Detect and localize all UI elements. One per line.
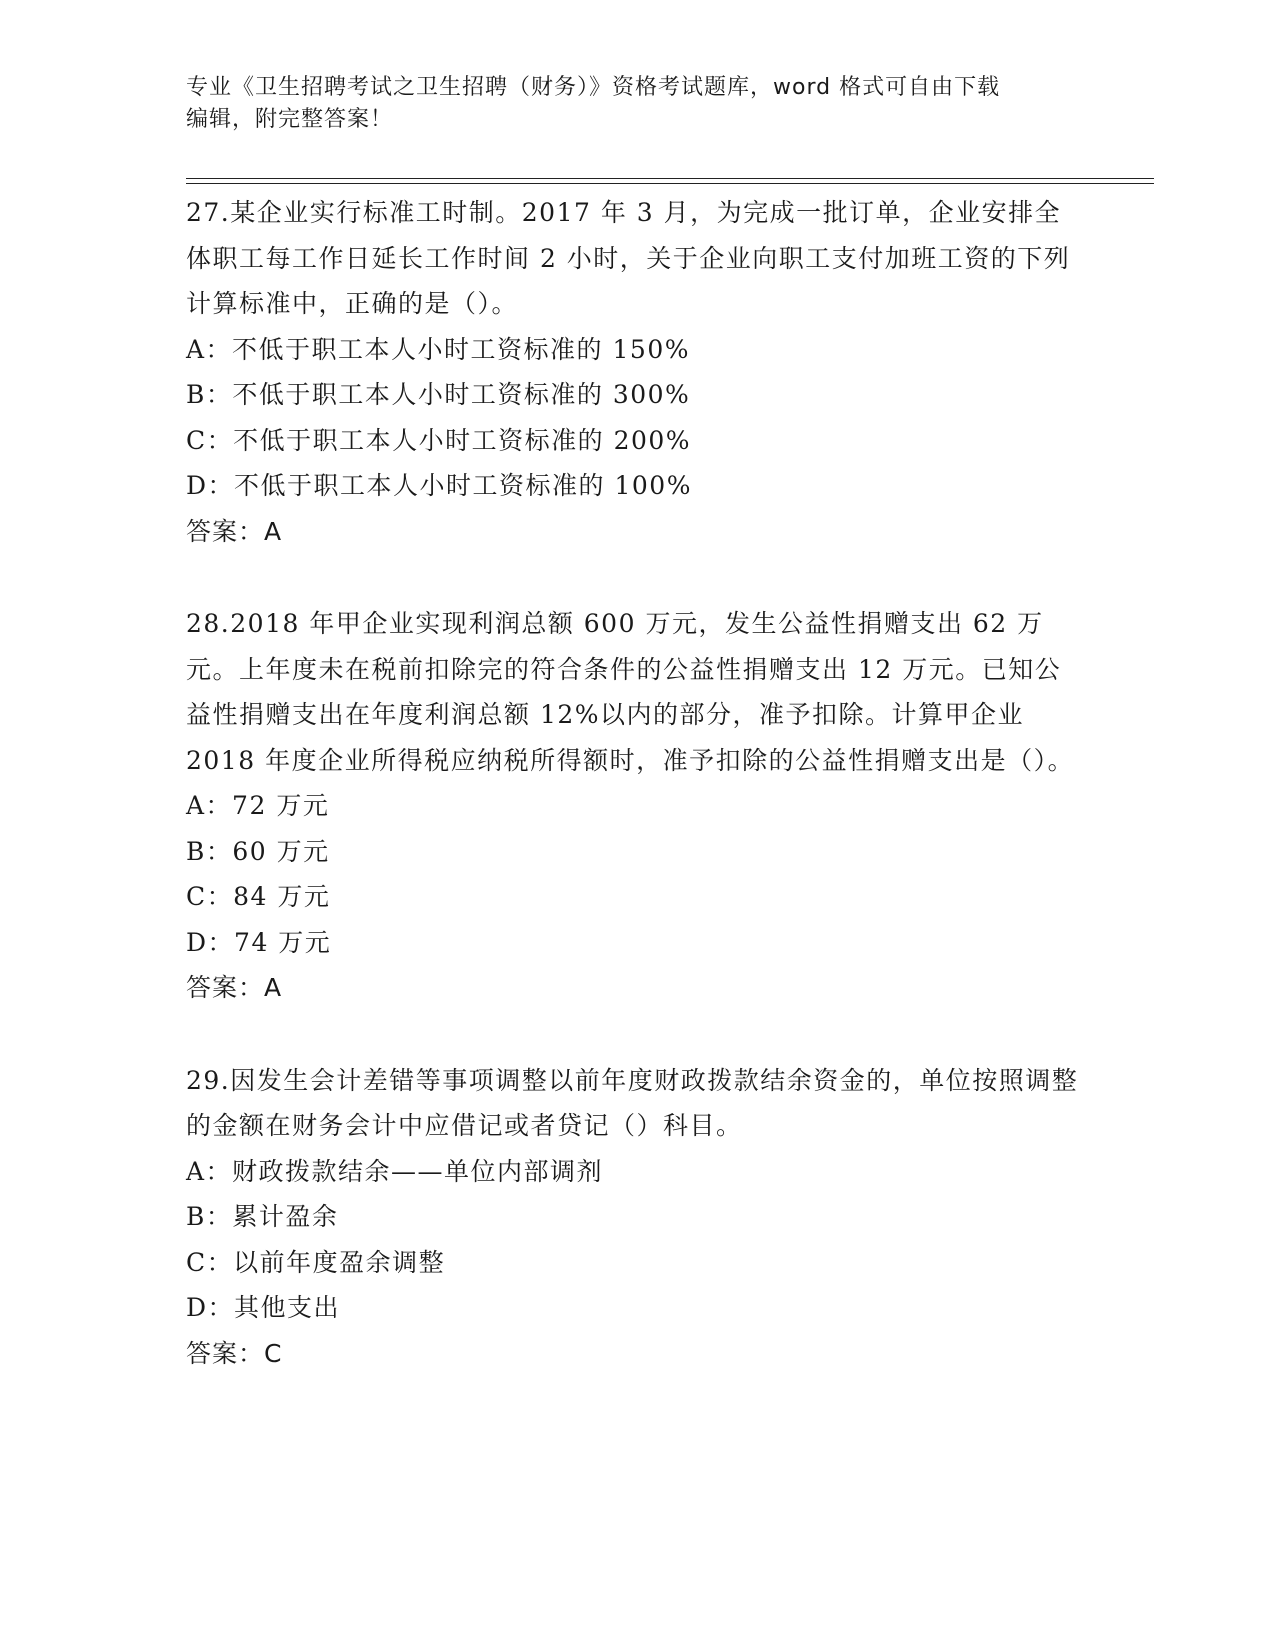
option-a: A：不低于职工本人小时工资标准的 150% bbox=[186, 334, 690, 364]
option-c: C：以前年度盈余调整 bbox=[186, 1247, 446, 1277]
answer-text: 答案：C bbox=[186, 1338, 283, 1368]
option-c: C：84 万元 bbox=[186, 882, 331, 911]
question-29 bbox=[186, 1058, 1086, 1377]
answer-text: 答案：A bbox=[186, 516, 283, 546]
header-divider-top bbox=[186, 178, 1154, 179]
option-a: A：72 万元 bbox=[186, 791, 330, 820]
option-b: B：累计盈余 bbox=[186, 1202, 339, 1231]
option-c: C：不低于职工本人小时工资标准的 200% bbox=[186, 425, 692, 455]
option-b: B：60 万元 bbox=[186, 836, 330, 866]
option-d: D：其他支出 bbox=[186, 1293, 341, 1322]
option-b: B：不低于职工本人小时工资标准的 300% bbox=[186, 380, 691, 409]
question-stem: 28.2018 年甲企业实现利润总额 600 万元，发生公益性捐赠支出 62 万元。上年度未在税前扣除完的符合条件的公益性捐赠支出 12 万元。已知公益性捐赠支出在年度利润总额 12%以内的部分，准予扣除。计算甲企业 2018 年度企业所得税应纳税所得额时，准予扣除的公益性捐赠支出是（）。 bbox=[186, 609, 1075, 775]
question-stem: 27.某企业实行标准工时制。2017 年 3 月，为完成一批订单，企业安排全体职工每工作日延长工作时间 2 小时，关于企业向职工支付加班工资的下列计算标准中，正确的是（）。 bbox=[186, 198, 1071, 318]
header-line-2: 编辑，附完整答案！ bbox=[186, 107, 394, 132]
option-d: D：74 万元 bbox=[186, 927, 332, 957]
question-list bbox=[186, 190, 1086, 1423]
question-27 bbox=[186, 190, 1086, 554]
question-stem: 29.因发生会计差错等事项调整以前年度财政拨款结余资金的，单位按照调整的金额在财务会计中应借记或者贷记（）科目。 bbox=[186, 1065, 1079, 1140]
header-divider-bottom bbox=[186, 183, 1154, 184]
question-28 bbox=[186, 601, 1086, 1011]
option-a: A：财政拨款结余——单位内部调剂 bbox=[186, 1156, 604, 1186]
document-header bbox=[186, 72, 1086, 136]
header-line-1: 专业《卫生招聘考试之卫生招聘（财务）》资格考试题库，word 格式可自由下载 bbox=[186, 75, 1001, 100]
answer-text: 答案：A bbox=[186, 973, 283, 1002]
option-d: D：不低于职工本人小时工资标准的 100% bbox=[186, 471, 692, 500]
